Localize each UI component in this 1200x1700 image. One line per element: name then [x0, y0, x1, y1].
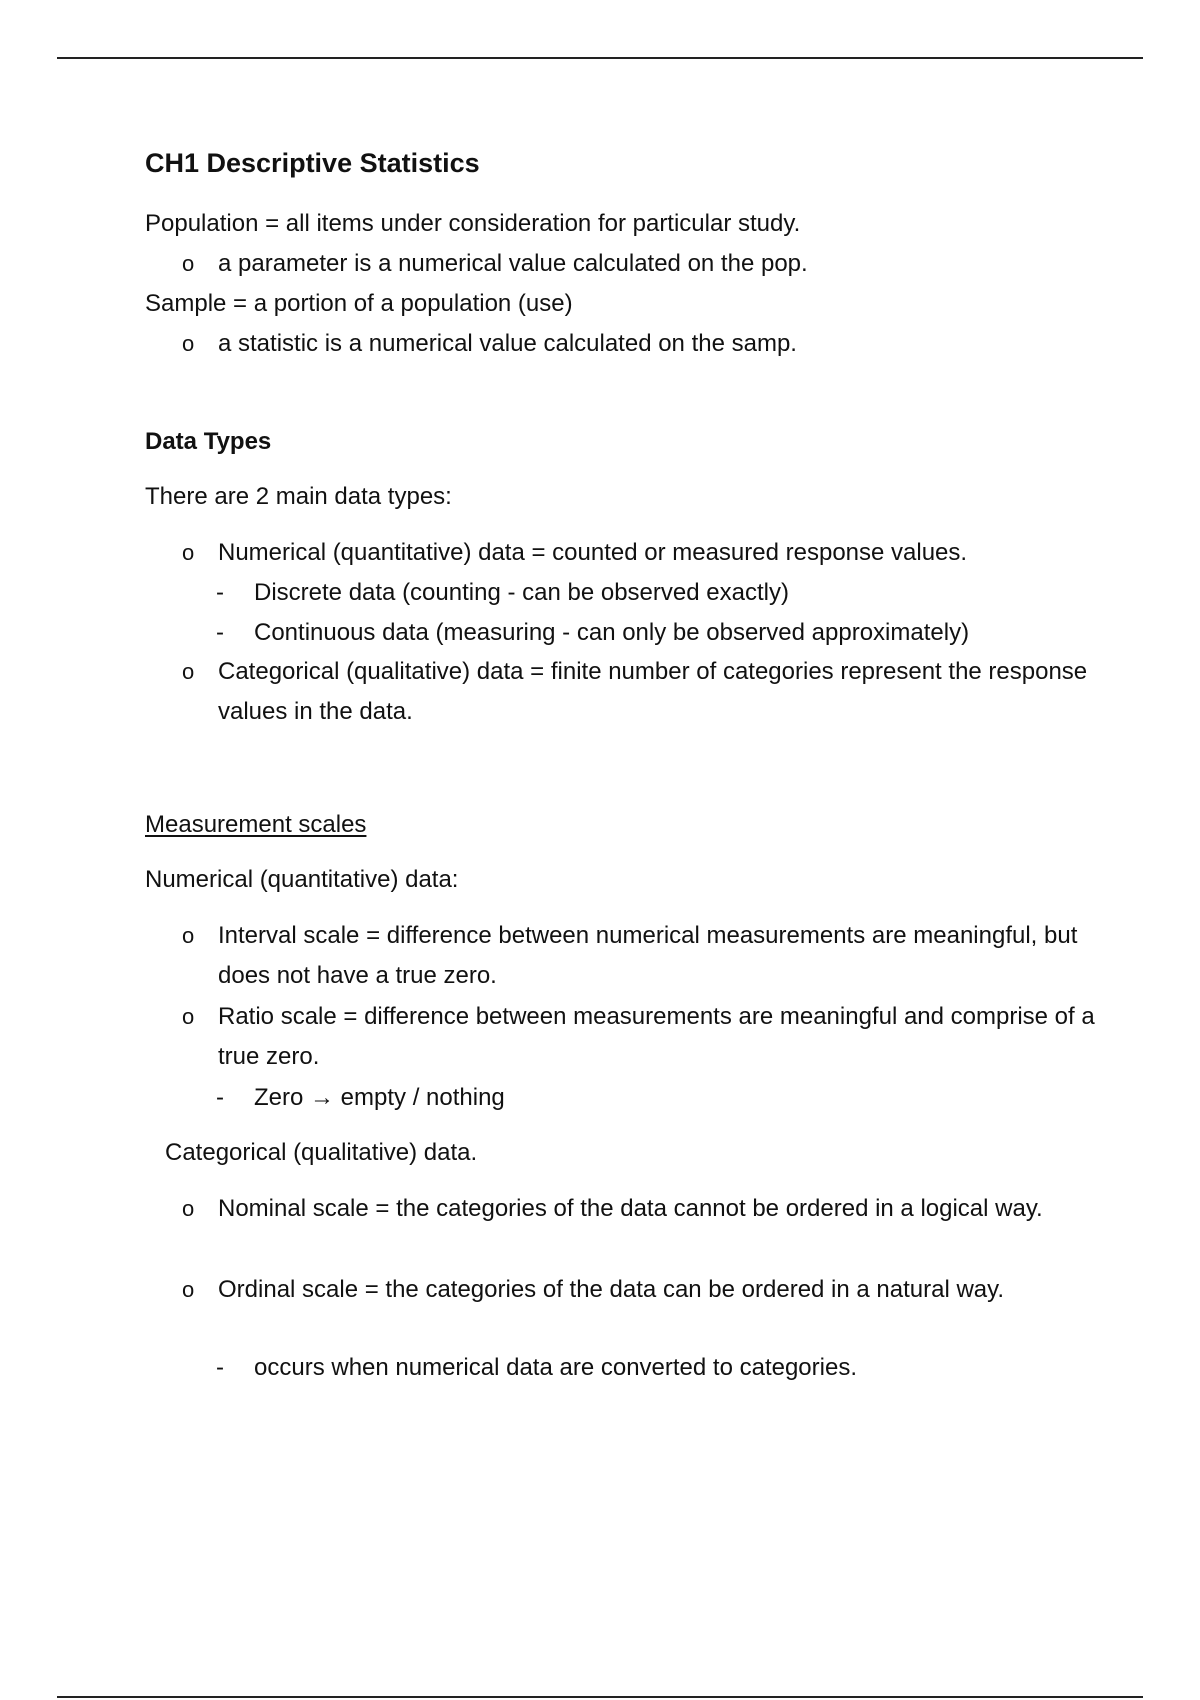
dash-marker: -	[216, 1354, 224, 1381]
sample-definition: Sample = a portion of a population (use)	[145, 290, 573, 317]
bullet-text: Ratio scale = difference between measurements are meaningful and comprise of a true zero.	[218, 1003, 1095, 1070]
bullet-text: Interval scale = difference between numerical measurements are meaningful, but does not have a true zero.	[218, 922, 1078, 989]
dash-marker: -	[216, 1084, 224, 1111]
categorical-data-lead: Categorical (qualitative) data.	[165, 1139, 478, 1166]
bullet-text: Numerical (quantitative) data = counted or measured response values.	[218, 539, 968, 566]
bullet-marker: o	[182, 659, 195, 684]
bullet-marker: o	[182, 331, 195, 356]
dash-marker: -	[216, 579, 224, 606]
data-types-heading: Data Types	[145, 428, 272, 455]
population-definition: Population = all items under consideration for particular study.	[145, 210, 801, 237]
footer-rule	[57, 1696, 1143, 1698]
subitem-text: Discrete data (counting - can be observed exactly)	[254, 579, 789, 606]
bullet-text: a statistic is a numerical value calculated on the samp.	[218, 330, 797, 357]
bullet-text: Ordinal scale = the categories of the data can be ordered in a natural way.	[218, 1276, 1005, 1303]
bullet-text: a parameter is a numerical value calculated on the pop.	[218, 250, 808, 277]
bullet-marker: o	[182, 1004, 195, 1029]
page-title: CH1 Descriptive Statistics	[145, 148, 480, 178]
bullet-text: Categorical (qualitative) data = finite number of categories represent the response values in the data.	[218, 658, 1088, 725]
dash-marker: -	[216, 619, 224, 646]
measurement-scales-heading: Measurement scales	[145, 811, 367, 838]
bullet-marker: o	[182, 1277, 195, 1302]
bullet-text: Nominal scale = the categories of the data cannot be ordered in a logical way.	[218, 1195, 1043, 1222]
bullet-marker: o	[182, 540, 195, 565]
subitem-text: Zero → empty / nothing	[254, 1084, 505, 1111]
subitem-text: Continuous data (measuring - can only be observed approximately)	[254, 619, 970, 646]
bullet-marker: o	[182, 923, 195, 948]
numerical-data-lead: Numerical (quantitative) data:	[145, 866, 459, 893]
bullet-marker: o	[182, 1196, 195, 1221]
data-types-lead: There are 2 main data types:	[145, 483, 452, 510]
bullet-marker: o	[182, 251, 195, 276]
subitem-text: occurs when numerical data are converted to categories.	[254, 1354, 857, 1381]
